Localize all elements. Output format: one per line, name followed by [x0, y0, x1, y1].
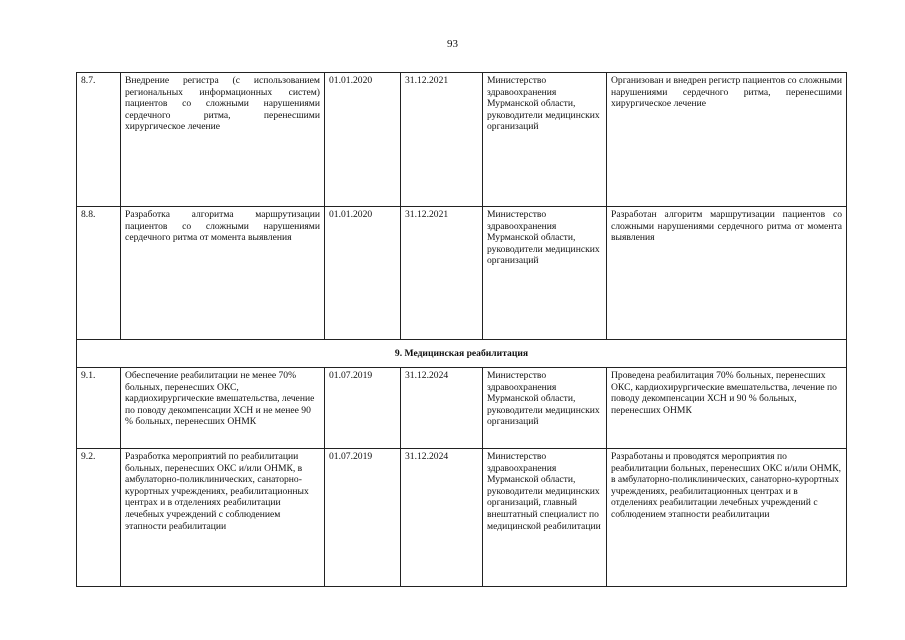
start-date: 01.01.2020 — [325, 207, 401, 340]
executor-text: Министерство здравоохранения Мурманской области, руководители медицинских организаций, главный внештатный специалист по медицинской реабилитации — [483, 449, 607, 587]
end-date: 31.12.2024 — [401, 449, 483, 587]
measure-text: Разработка мероприятий по реабилитации больных, перенесших ОКС и/или ОНМК, в амбулаторно-поликлинических, санаторно-курортных учреждениях, реабилитационных центрах и в отделениях реабилитации лечебных учреждений с соблюдением этапности реабилитации — [121, 449, 325, 587]
section-header-row — [77, 340, 847, 368]
start-date: 01.01.2020 — [325, 73, 401, 207]
executor-text: Министерство здравоохранения Мурманской области, руководители медицинских организаций — [483, 73, 607, 207]
measure-text: Внедрение регистра (с использованием региональных информационных систем) пациентов со сложными нарушениями сердечного ритма, перенесшими хирургическое лечение — [121, 73, 325, 207]
result-text: Разработан алгоритм маршрутизации пациентов со сложными нарушениями сердечного ритма от момента выявления — [607, 207, 847, 340]
end-date: 31.12.2024 — [401, 368, 483, 449]
result-text: Организован и внедрен регистр пациентов со сложными нарушениями сердечного ритма, перенесшими хирургическое лечение — [607, 73, 847, 207]
end-date: 31.12.2021 — [401, 207, 483, 340]
start-date: 01.07.2019 — [325, 368, 401, 449]
start-date: 01.07.2019 — [325, 449, 401, 587]
row-number: 8.8. — [77, 207, 121, 340]
executor-text: Министерство здравоохранения Мурманской области, руководители медицинских организаций — [483, 207, 607, 340]
executor-text: Министерство здравоохранения Мурманской области, руководители медицинских организаций — [483, 368, 607, 449]
end-date: 31.12.2021 — [401, 73, 483, 207]
section-title: 9. Медицинская реабилитация — [77, 340, 847, 368]
result-text: Проведена реабилитация 70% больных, перенесших ОКС, кардиохирургические вмешательства, лечение по поводу декомпенсации ХСН и 90 % больных, перенесших ОНМК — [607, 368, 847, 449]
measure-text: Разработка алгоритма маршрутизации пациентов со сложными нарушениями сердечного ритма от момента выявления — [121, 207, 325, 340]
table-row — [77, 368, 847, 449]
table-row — [77, 449, 847, 587]
page-number: 93 — [447, 38, 458, 50]
measure-text: Обеспечение реабилитации не менее 70% больных, перенесших ОКС, кардиохирургические вмешательства, лечение по поводу декомпенсации ХСН и не менее 90 % больных, перенесших ОНМК — [121, 368, 325, 449]
plan-table — [76, 72, 847, 587]
result-text: Разработаны и проводятся мероприятия по реабилитации больных, перенесших ОКС и/или ОНМК, в амбулаторно-поликлинических, санаторно-курортных учреждениях, реабилитационных центрах и в отделениях реабилитации лечебных учреждений с соблюдением этапности реабилитации — [607, 449, 847, 587]
row-number: 9.2. — [77, 449, 121, 587]
row-number: 8.7. — [77, 73, 121, 207]
table-row — [77, 207, 847, 340]
table-row — [77, 73, 847, 207]
row-number: 9.1. — [77, 368, 121, 449]
